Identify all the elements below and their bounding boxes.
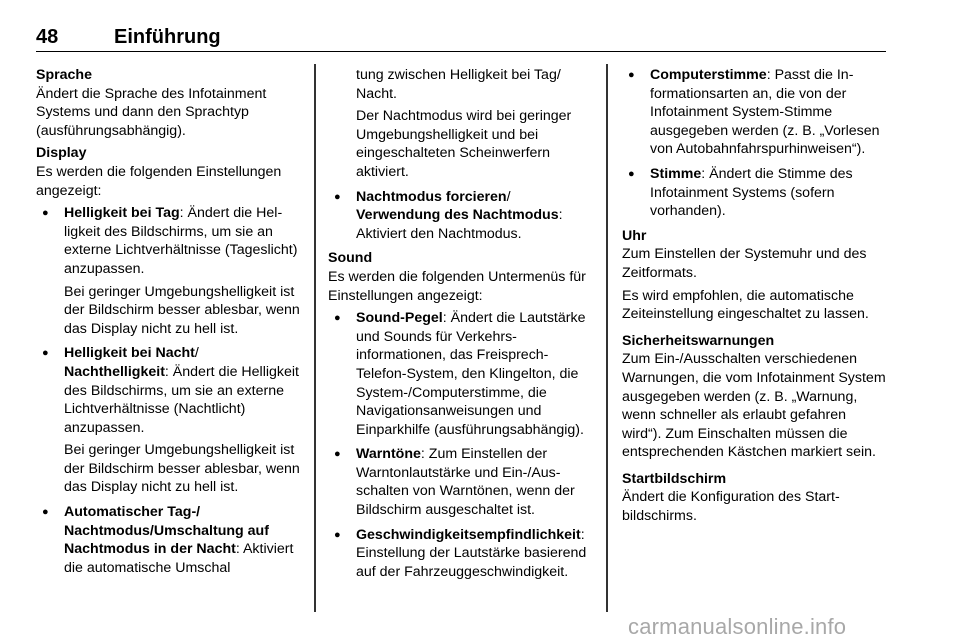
column-3 [622, 66, 888, 530]
page-number: 48 [36, 26, 59, 48]
section-display [36, 144, 304, 577]
option-term: Helligkeit bei Nacht [64, 345, 195, 362]
option-desc: : Ändert die Stimme des Infotainment Systems (sofern vorhanden). [650, 165, 853, 220]
option-desc: : Ändert die Lautstärke und Sounds für Verkehrsinformationen, das Freisprech-Telefon-System, den Klingelton, die System-/Computerstimme, die Navigationsanweisungen und Einparkhilfe (ausführungsabhängig). [356, 310, 586, 438]
option-desc: : Ändert die Helligkeit des Bildschirms, um sie an externe Lichtverhältnisse (Nachtlicht) anzupassen. [64, 363, 299, 436]
option-term: Nachtmodus forcieren [356, 188, 507, 205]
option-term: Warntöne [356, 446, 421, 463]
list-item [328, 526, 596, 582]
section-title: Startbildschirm [622, 470, 727, 487]
column-1 [36, 66, 304, 583]
section-sound [328, 249, 596, 581]
option-sep: / [506, 188, 511, 205]
option-term-2: Verwendung des Nachtmodus [356, 207, 559, 224]
option-term: Geschwindigkeitsempfindlichkeit [356, 526, 581, 543]
column-divider-1 [314, 64, 316, 612]
list-item [328, 309, 596, 439]
section-text: Zum Ein-/Ausschalten verschiedenen Warnungen, die vom Infotainment System ausgegeben werden (z. B. „Warnung, wenn schneller als erlaubt gefahren wird“). Zum Einschalten müssen die entsprechenden Kästchen markiert sein. [622, 351, 886, 461]
option-note: Bei geringer Umgebungshelligkeit ist der Bildschirm besser ablesbar, wenn das Display nicht zu hell ist. [64, 283, 300, 337]
option-term: Automatischer Tag-/ Nachtmodus/Umschaltung auf Nachtmodus in der Nacht [64, 504, 269, 558]
option-desc: : Passt die Informationsarten an, die von der Infotainment System-Stimme ausgegeben werden (z. B. „Vorlesen von Autobahnfahrspurhinweisen“). [650, 67, 880, 158]
option-term-2: Nachthelligkeit [64, 363, 165, 380]
option-note: Bei geringer Umgebungshelligkeit ist der Bildschirm besser ablesbar, wenn das Display nicht zu hell ist. [64, 442, 300, 496]
voice-options-list [622, 66, 888, 221]
header-divider [36, 51, 886, 52]
option-term: Stimme [650, 165, 702, 182]
section-sicherheitswarnungen [622, 332, 888, 462]
option-desc: : Zum Einstellen der Warntonlautstärke und Ein-/Ausschalten von Warntönen, wenn der Bildschirm ausgeschaltet ist. [356, 446, 575, 519]
section-title: Sound [328, 250, 373, 267]
option-desc: : Ändert die Helligkeit des Bildschirms, um sie an externe Lichtverhältnisse (Tageslicht) anzupassen. [64, 205, 298, 277]
option-desc: : Einstellung der Lautstärke basierend auf der Fahrzeuggeschwindigkeit. [356, 526, 587, 580]
column-divider-2 [606, 64, 608, 612]
sound-options-list [328, 309, 596, 581]
section-title: Sprache [36, 67, 92, 83]
continued-item [328, 66, 596, 182]
section-text: Es werden die folgenden Untermenüs für Einstellungen angezeigt: [328, 268, 586, 304]
section-title: Uhr [622, 227, 647, 244]
night-options-list [328, 188, 596, 244]
list-item [36, 204, 304, 338]
continued-note: Der Nachtmodus wird bei geringer Umgebungshelligkeit und bei eingeschalteten Scheinwerfern aktiviert. [356, 108, 572, 180]
option-term: Computerstimme [650, 67, 767, 83]
watermark: carmanualsonline.info [628, 614, 847, 639]
continued-text: tung zwischen Helligkeit bei Tag/ Nacht. [356, 67, 561, 102]
chapter-title: Einführung [114, 26, 221, 48]
page-header [36, 26, 886, 54]
option-sep: / [194, 345, 199, 362]
list-item [622, 165, 888, 221]
list-item [622, 66, 888, 159]
section-text: Ändert die Sprache des Infotainment Systems und dann den Sprachtyp (ausführungsabhängig). [36, 85, 267, 139]
section-text: Es werden die folgenden Einstellungen angezeigt: [36, 163, 282, 199]
list-item [328, 188, 596, 244]
section-sprache [36, 66, 304, 140]
section-title: Display [36, 145, 87, 162]
section-title: Sicherheitswarnungen [622, 332, 775, 349]
option-desc: : Aktiviert die automatische Umschal [64, 541, 294, 576]
section-uhr [622, 227, 888, 324]
column-2 [328, 66, 596, 587]
option-term: Helligkeit bei Tag [64, 205, 180, 222]
list-item [328, 445, 596, 519]
section-text: Zum Einstellen der Systemuhr und des Zeitformats. [622, 246, 867, 281]
section-note: Es wird empfohlen, die automatische Zeiteinstellung eingeschaltet zu lassen. [622, 287, 869, 323]
display-options-list [36, 204, 304, 577]
option-desc: : Aktiviert den Nachtmodus. [356, 207, 563, 242]
list-item [36, 503, 304, 577]
list-item [36, 344, 304, 497]
section-text: Ändert die Konfiguration des Startbildschirms. [622, 489, 840, 525]
section-startbildschirm [622, 470, 888, 526]
option-term: Sound-Pegel [356, 310, 443, 327]
